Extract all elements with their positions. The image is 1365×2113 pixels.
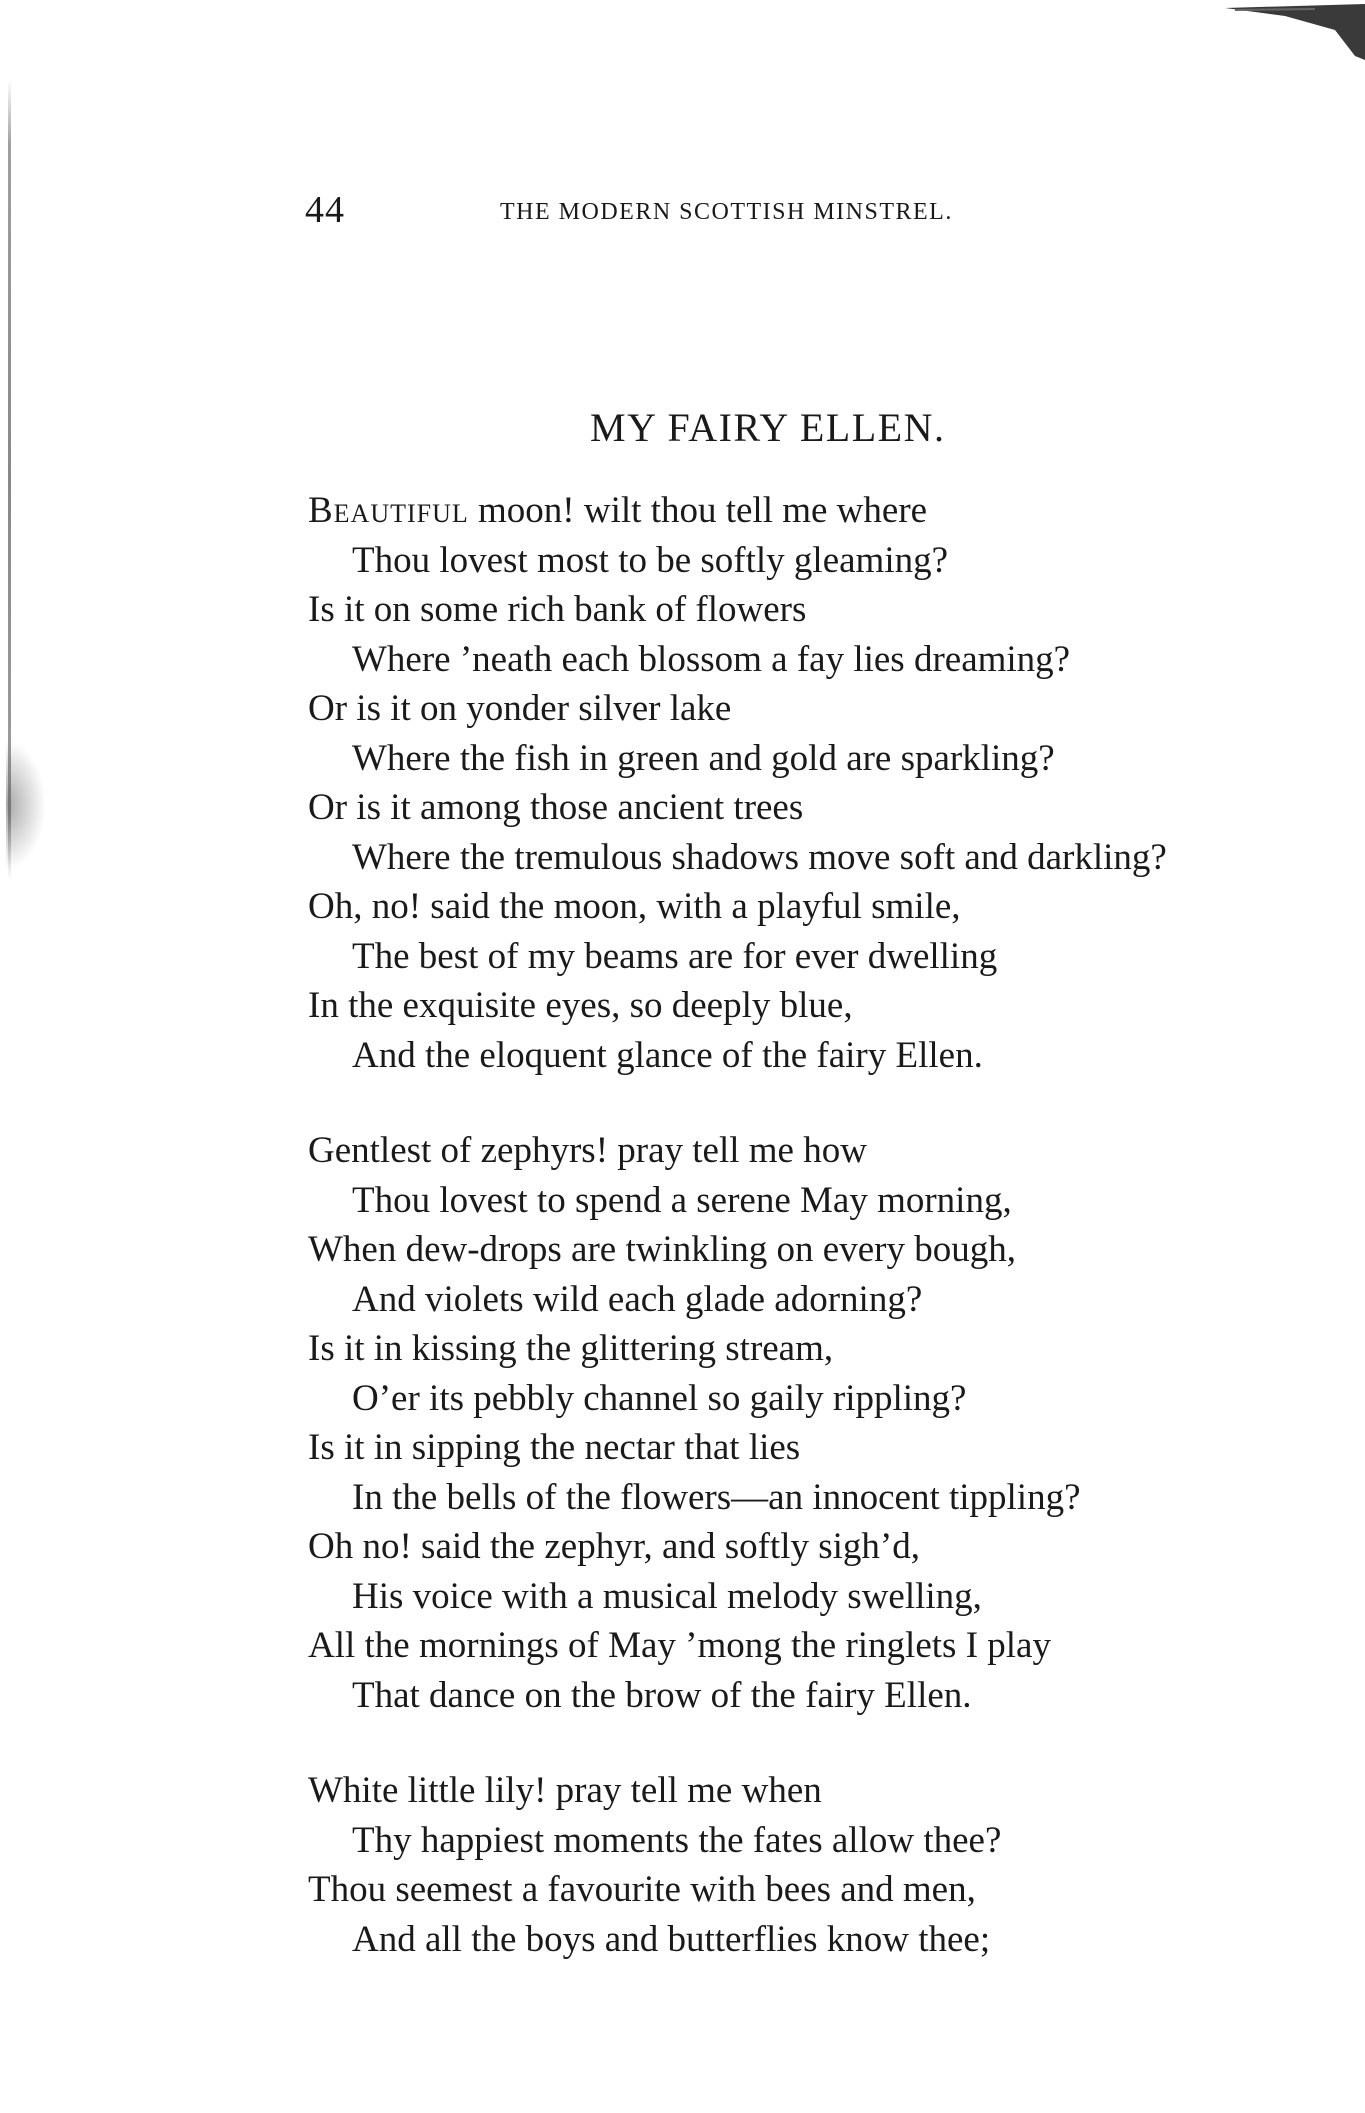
poem-line: That dance on the brow of the fairy Ellen. (352, 1674, 972, 1716)
poem-line: Is it in sipping the nectar that lies (308, 1427, 801, 1468)
poem-line: White little lily! pray tell me when (308, 1770, 822, 1811)
poem-line: And all the boys and butterflies know thee; (352, 1918, 991, 1960)
poem-line: In the bells of the flowers—an innocent tippling? (352, 1476, 1081, 1518)
poem-line: Thou lovest to spend a serene May morning, (352, 1179, 1012, 1221)
poem-line: When dew-drops are twinkling on every bough, (308, 1229, 1016, 1270)
poem-line: Is it in kissing the glittering stream, (308, 1328, 834, 1369)
poem-line: In the exquisite eyes, so deeply blue, (308, 985, 853, 1026)
stanza-break (308, 1080, 1338, 1126)
scan-corner-mark (1165, 0, 1365, 60)
stanza (308, 1126, 1338, 1720)
poem-line: O’er its pebbly channel so gaily rippling? (352, 1377, 967, 1419)
running-head: THE MODERN SCOTTISH MINSTREL. (500, 199, 953, 225)
opening-word: Beautiful (308, 490, 469, 531)
page-header (305, 188, 1105, 238)
poem-line: Where the fish in green and gold are sparkling? (352, 737, 1055, 779)
poem-line: All the mornings of May ’mong the ringlets I play (308, 1625, 1051, 1666)
poem-body (308, 486, 1338, 1964)
poem-line: Oh no! said the zephyr, and softly sigh’d, (308, 1526, 920, 1567)
poem-line: Or is it on yonder silver lake (308, 688, 732, 729)
poem-title: MY FAIRY ELLEN. (590, 405, 946, 450)
poem-line: Thy happiest moments the fates allow thee? (352, 1819, 1002, 1861)
poem-line: Thou seemest a favourite with bees and men, (308, 1869, 976, 1910)
page-number: 44 (305, 189, 345, 231)
poem-line: His voice with a musical melody swelling, (352, 1575, 982, 1617)
poem-line: Gentlest of zephyrs! pray tell me how (308, 1130, 867, 1171)
scan-smudge (6, 740, 46, 870)
poem-line: And the eloquent glance of the fairy Ellen. (352, 1034, 983, 1076)
poem-line: The best of my beams are for ever dwelling (352, 935, 998, 977)
stanza (308, 1766, 1338, 1964)
poem-line: Where the tremulous shadows move soft and darkling? (352, 836, 1167, 878)
poem-line: Or is it among those ancient trees (308, 787, 804, 828)
poem-line: Where ’neath each blossom a fay lies dreaming? (352, 638, 1071, 680)
poem-line: Beautiful moon! wilt thou tell me where (308, 490, 928, 531)
poem-line: Is it on some rich bank of flowers (308, 589, 807, 630)
stanza (308, 486, 1338, 1080)
stanza-break (308, 1720, 1338, 1766)
poem-line: Oh, no! said the moon, with a playful smile, (308, 886, 961, 927)
poem-line: Thou lovest most to be softly gleaming? (352, 539, 949, 581)
poem-line: And violets wild each glade adorning? (352, 1278, 923, 1320)
